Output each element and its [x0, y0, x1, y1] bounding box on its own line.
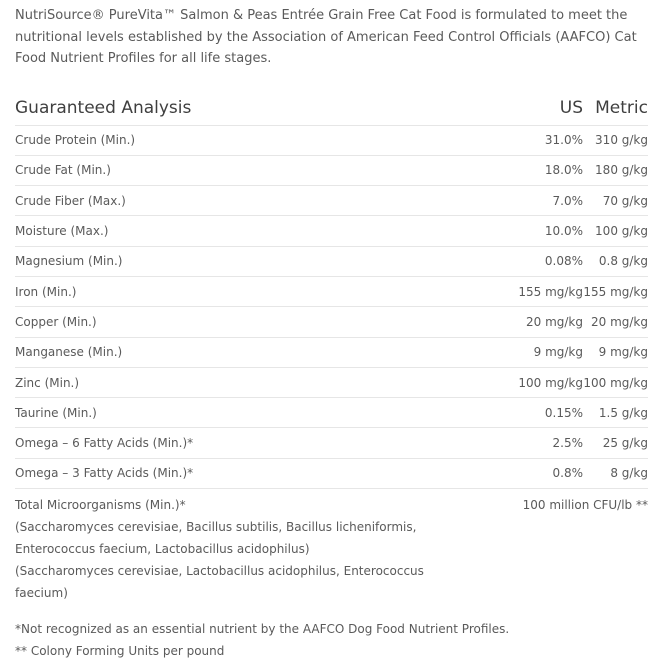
- footnote-cfu: ** Colony Forming Units per pound: [15, 644, 225, 659]
- metric-value: 100 mg/kg: [583, 367, 648, 397]
- metric-value: 20 mg/kg: [583, 307, 648, 337]
- microorganisms-value: 100 million CFU/lb **: [522, 498, 648, 513]
- us-value: 100 mg/kg: [440, 367, 583, 397]
- header-us: US: [440, 91, 583, 126]
- table-row: [15, 458, 648, 488]
- metric-value: 180 g/kg: [583, 155, 648, 185]
- microorganisms-cell: [15, 489, 440, 605]
- footnote-aafco: *Not recognized as an essential nutrient by the AAFCO Dog Food Nutrient Profiles.: [15, 622, 510, 637]
- guaranteed-analysis-table: [15, 91, 648, 605]
- microorganisms-row: [15, 489, 648, 605]
- metric-value: 8 g/kg: [583, 458, 648, 488]
- microorganisms-species-1: (Saccharomyces cerevisiae, Bacillus subtilis, Bacillus licheniformis, Enterococcus faecium, Lactobacillus acidophilus): [15, 520, 417, 557]
- table-header-row: [15, 91, 648, 126]
- table-row: [15, 367, 648, 397]
- us-value: 155 mg/kg: [440, 276, 583, 306]
- metric-value: 0.8 g/kg: [583, 246, 648, 276]
- metric-value: 70 g/kg: [583, 186, 648, 216]
- footnotes: [15, 618, 652, 662]
- us-value: 0.15%: [440, 398, 583, 428]
- us-value: 20 mg/kg: [440, 307, 583, 337]
- nutrient-name: Copper (Min.): [15, 307, 440, 337]
- nutrient-name: Manganese (Min.): [15, 337, 440, 367]
- nutrient-name: Omega – 3 Fatty Acids (Min.)*: [15, 458, 440, 488]
- table-row: [15, 428, 648, 458]
- table-row: [15, 398, 648, 428]
- microorganisms-species-2: (Saccharomyces cerevisiae, Lactobacillus acidophilus, Enterococcus faecium): [15, 564, 424, 601]
- us-value: 0.08%: [440, 246, 583, 276]
- table-row: [15, 216, 648, 246]
- table-row: [15, 337, 648, 367]
- table-row: [15, 276, 648, 306]
- metric-value: 1.5 g/kg: [583, 398, 648, 428]
- us-value: 7.0%: [440, 186, 583, 216]
- table-row: [15, 307, 648, 337]
- table-row: [15, 246, 648, 276]
- intro-paragraph: NutriSource® PureVita™ Salmon & Peas Entrée Grain Free Cat Food is formulated to meet the nutritional levels established by the Association of American Feed Control Officials (AAFCO) Cat Food Nutrient Profiles for all life stages.: [15, 8, 637, 66]
- nutrient-name: Crude Protein (Min.): [15, 125, 440, 155]
- metric-value: 100 g/kg: [583, 216, 648, 246]
- nutrient-name: Magnesium (Min.): [15, 246, 440, 276]
- nutrient-name: Iron (Min.): [15, 276, 440, 306]
- header-guaranteed-analysis: Guaranteed Analysis: [15, 91, 440, 126]
- nutrient-name: Zinc (Min.): [15, 367, 440, 397]
- nutrient-name: Taurine (Min.): [15, 398, 440, 428]
- microorganisms-name: Total Microorganisms (Min.)*: [15, 498, 186, 513]
- metric-value: 9 mg/kg: [583, 337, 648, 367]
- table-row: [15, 155, 648, 185]
- metric-value: 155 mg/kg: [583, 276, 648, 306]
- metric-value: 25 g/kg: [583, 428, 648, 458]
- nutrient-name: Omega – 6 Fatty Acids (Min.)*: [15, 428, 440, 458]
- us-value: 18.0%: [440, 155, 583, 185]
- header-metric: Metric: [583, 91, 648, 126]
- us-value: 0.8%: [440, 458, 583, 488]
- us-value: 10.0%: [440, 216, 583, 246]
- us-value: 9 mg/kg: [440, 337, 583, 367]
- table-row: [15, 125, 648, 155]
- us-value: 2.5%: [440, 428, 583, 458]
- nutrient-name: Moisture (Max.): [15, 216, 440, 246]
- metric-value: 310 g/kg: [583, 125, 648, 155]
- nutrient-name: Crude Fat (Min.): [15, 155, 440, 185]
- table-row: [15, 186, 648, 216]
- nutrient-name: Crude Fiber (Max.): [15, 186, 440, 216]
- us-value: 31.0%: [440, 125, 583, 155]
